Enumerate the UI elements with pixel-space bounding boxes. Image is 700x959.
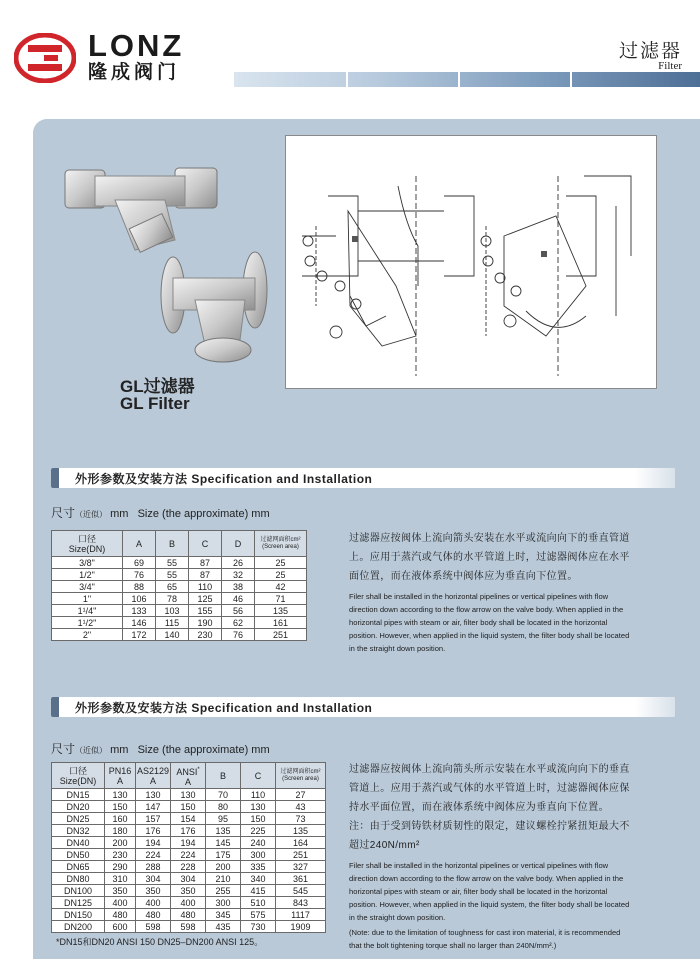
table-cell: 56: [222, 605, 255, 617]
table-cell: 510: [241, 897, 276, 909]
table-cell: 80: [206, 801, 241, 813]
section2-desc-cn: 过滤器应按阀体上流向箭头所示安装在水平或流向向下的垂直管道上。应用于蒸汽或气体的水平管道上时，过滤器阀体应保持水平面位置，而在液体系统中阀体应为垂直向下位置。: [349, 764, 630, 813]
table-row: [52, 921, 326, 933]
header-gradient-bar: [234, 72, 700, 87]
section2-title: 外形参数及安装方法 Specification and Installation: [75, 701, 373, 715]
table-cell: 154: [171, 813, 206, 825]
table-cell: 146: [123, 617, 156, 629]
table-cell: 251: [255, 629, 307, 641]
table-row: [52, 885, 326, 897]
table-cell: 155: [189, 605, 222, 617]
table-cell: 62: [222, 617, 255, 629]
table-cell: 240: [241, 837, 276, 849]
section1-header: [51, 468, 675, 488]
table-cell: 161: [255, 617, 307, 629]
table-cell: DN125: [52, 897, 105, 909]
table-cell: 290: [105, 861, 136, 873]
table-cell: 2": [52, 629, 123, 641]
table-cell: 224: [136, 849, 171, 861]
table-cell: DN50: [52, 849, 105, 861]
section2-size-label: 尺寸（近似） mm Size (the approximate) mm: [51, 742, 270, 756]
table-cell: 190: [189, 617, 222, 629]
table-cell: DN20: [52, 801, 105, 813]
table-cell: 255: [206, 885, 241, 897]
table-cell: 1117: [276, 909, 326, 921]
table-cell: 327: [276, 861, 326, 873]
table-cell: 32: [222, 569, 255, 581]
technical-drawing: [285, 135, 657, 389]
table-cell: 26: [222, 557, 255, 569]
table-cell: 598: [171, 921, 206, 933]
table-cell: DN15: [52, 789, 105, 801]
table-cell: 135: [206, 825, 241, 837]
section1-title: 外形参数及安装方法 Specification and Installation: [75, 472, 373, 486]
table-cell: 843: [276, 897, 326, 909]
table-row: [52, 789, 326, 801]
spec-table-1: 口径 Size(DN) A B C D 过滤网面积cm² (Screen area) 3/8" 69 55 87 26 25 1/2" 76 55 87 32 25 3/4" 88 65 110 38 42 1" 106 78 125 46 71 1¹/4" 133 103 155 56 135 1¹/2" 146 115 190 62 161 2" 172 140 230 76 251: [51, 530, 307, 641]
table-cell: 130: [105, 789, 136, 801]
table-cell: 130: [241, 801, 276, 813]
table-row: [52, 849, 326, 861]
table-cell: 88: [123, 581, 156, 593]
table-cell: 288: [136, 861, 171, 873]
table-row: [52, 593, 307, 605]
table-row: [52, 605, 307, 617]
table-cell: DN150: [52, 909, 105, 921]
table-cell: 1¹/2": [52, 617, 123, 629]
section1-description: [349, 529, 634, 655]
table-cell: 38: [222, 581, 255, 593]
section2-description: [349, 760, 634, 952]
table-cell: 150: [171, 801, 206, 813]
table-cell: 3/4": [52, 581, 123, 593]
table-cell: 545: [276, 885, 326, 897]
table-cell: 730: [241, 921, 276, 933]
table-cell: 73: [276, 813, 326, 825]
footnote: *DN15和DN20 ANSI 150 DN25–DN200 ANSI 125。: [56, 937, 264, 947]
table-cell: 87: [189, 569, 222, 581]
table-row: [52, 581, 307, 593]
table-cell: 46: [222, 593, 255, 605]
table-cell: 135: [276, 825, 326, 837]
table-cell: 147: [136, 801, 171, 813]
table-cell: 1/2": [52, 569, 123, 581]
table-cell: 194: [136, 837, 171, 849]
table-cell: 400: [136, 897, 171, 909]
section2-header: [51, 697, 675, 717]
table-cell: 25: [255, 569, 307, 581]
table-cell: 76: [222, 629, 255, 641]
product-name-cn: GL过滤器: [120, 377, 195, 396]
table-cell: DN25: [52, 813, 105, 825]
table-cell: 55: [156, 557, 189, 569]
table-row: [52, 837, 326, 849]
product-name-en: GL Filter: [120, 394, 190, 413]
table-cell: 103: [156, 605, 189, 617]
table-cell: 361: [276, 873, 326, 885]
table-cell: 95: [206, 813, 241, 825]
table-row: [52, 557, 307, 569]
table-cell: 76: [123, 569, 156, 581]
table-cell: 125: [189, 593, 222, 605]
lonz-logo-icon: [14, 33, 76, 83]
table-cell: 350: [171, 885, 206, 897]
table-cell: 224: [171, 849, 206, 861]
table-cell: DN32: [52, 825, 105, 837]
table-cell: 140: [156, 629, 189, 641]
section1-desc-en: Filer shall be installed in the horizontal pipelines or vertical pipelines with flow direction down according to the flow arrow on the valve body. When applied in the horizontal pipes with steam or air, filter body shall be located in the horizontal position. However, when applied in the liquid system, the filter body shall be located in the straight down position.: [349, 592, 630, 653]
table-cell: 164: [276, 837, 326, 849]
table-cell: 575: [241, 909, 276, 921]
table-row: [52, 813, 326, 825]
header-title-en: Filter: [658, 60, 682, 72]
table-cell: 230: [105, 849, 136, 861]
table-cell: 1¹/4": [52, 605, 123, 617]
table-cell: 145: [206, 837, 241, 849]
table-cell: 228: [171, 861, 206, 873]
table-cell: 130: [136, 789, 171, 801]
table-row: [52, 801, 326, 813]
table-cell: 400: [171, 897, 206, 909]
section2-note-cn: 注：由于受到铸铁材质韧性的限定，建议螺栓拧紧扭矩最大不超过240N/mm²: [349, 821, 630, 851]
table-cell: 133: [123, 605, 156, 617]
table-cell: 200: [206, 861, 241, 873]
brand-name-en: LONZ: [88, 28, 185, 63]
table-cell: 300: [241, 849, 276, 861]
table-cell: 130: [171, 789, 206, 801]
table-cell: 304: [136, 873, 171, 885]
table-cell: 172: [123, 629, 156, 641]
table-cell: 335: [241, 861, 276, 873]
filter-photo: [55, 150, 270, 365]
table-cell: 415: [241, 885, 276, 897]
table-row: [52, 861, 326, 873]
table-cell: 1": [52, 593, 123, 605]
table-cell: 157: [136, 813, 171, 825]
table-cell: 65: [156, 581, 189, 593]
table-cell: 350: [105, 885, 136, 897]
table-cell: 1909: [276, 921, 326, 933]
header-title-cn: 过滤器: [618, 41, 682, 62]
table-cell: 135: [255, 605, 307, 617]
table-cell: DN65: [52, 861, 105, 873]
table-cell: 194: [171, 837, 206, 849]
table-cell: 480: [171, 909, 206, 921]
table-cell: 310: [105, 873, 136, 885]
table-row: [52, 909, 326, 921]
table-cell: 176: [136, 825, 171, 837]
table-cell: 160: [105, 813, 136, 825]
table-cell: 110: [189, 581, 222, 593]
table-cell: 304: [171, 873, 206, 885]
table-cell: 43: [276, 801, 326, 813]
table-cell: 300: [206, 897, 241, 909]
section1-size-label: 尺寸（近似） mm Size (the approximate) mm: [51, 506, 270, 520]
table-cell: 400: [105, 897, 136, 909]
section2-note-en: (Note: due to the limitation of toughness for cast iron material, it is recommended that the bolt tightening torque shall no larger than 240N/mm².): [349, 928, 621, 950]
table-cell: 106: [123, 593, 156, 605]
table-cell: 55: [156, 569, 189, 581]
table-cell: 87: [189, 557, 222, 569]
table-row: [52, 629, 307, 641]
table-row: [52, 617, 307, 629]
table-cell: DN80: [52, 873, 105, 885]
table-cell: 251: [276, 849, 326, 861]
spec-table-2: 口径 Size(DN) PN16 A AS2129 A ANSI* A B C 过滤网面积cm² (Screen area) DN15 130 130 130 70 110 27 DN20 150 147 150 80 130 43 DN25 160 157 154 95 150 73 DN32 180 176 176 135 225 135 DN40 200 194 194 145 240 164 DN50 230 224 224 175 300 251 DN65 290 288 228 200 335 327 DN80 310 304 304 210 340 361 DN100 350 350 350 255 415 545 DN125 400 400 400 300 510 843 DN150 480 480 480 345 575 1117 DN200 600 598 598 435 730 1909: [51, 762, 326, 933]
table-cell: 175: [206, 849, 241, 861]
table-cell: DN40: [52, 837, 105, 849]
table-cell: 180: [105, 825, 136, 837]
table-cell: DN200: [52, 921, 105, 933]
table-cell: 598: [136, 921, 171, 933]
brand-name-cn: 隆成阀门: [88, 62, 181, 83]
table-cell: 69: [123, 557, 156, 569]
table-cell: 42: [255, 581, 307, 593]
table-row: [52, 873, 326, 885]
table-row: [52, 825, 326, 837]
table-cell: 480: [136, 909, 171, 921]
table-cell: 345: [206, 909, 241, 921]
table-cell: 176: [171, 825, 206, 837]
table-cell: 71: [255, 593, 307, 605]
section2-desc-en: Filer shall be installed in the horizontal pipelines or vertical pipelines with flow direction down according to the flow arrow on the valve body. When applied in the horizontal pipes with steam or air, filter body shall be located in the horizontal position. However, when applied in the liquid system, the filter body shall be located in the straight down position.: [349, 861, 630, 922]
table-cell: 435: [206, 921, 241, 933]
table-cell: 150: [105, 801, 136, 813]
table-cell: 110: [241, 789, 276, 801]
table-cell: 70: [206, 789, 241, 801]
table-cell: 600: [105, 921, 136, 933]
table-cell: 25: [255, 557, 307, 569]
table-cell: 340: [241, 873, 276, 885]
table-cell: 480: [105, 909, 136, 921]
table-cell: 350: [136, 885, 171, 897]
table-cell: 200: [105, 837, 136, 849]
table-cell: 78: [156, 593, 189, 605]
table-cell: 210: [206, 873, 241, 885]
table-row: [52, 569, 307, 581]
table-cell: 225: [241, 825, 276, 837]
table-cell: 3/8": [52, 557, 123, 569]
brand-block: [88, 30, 184, 84]
section1-desc-cn: 过滤器应按阀体上流向箭头安装在水平或流向向下的垂直管道上。应用于蒸汽或气体的水平管道上时，过滤器阀体应在水平面位置，而在液体系统中阀体应为垂直向下位置。: [349, 533, 630, 582]
table-cell: DN100: [52, 885, 105, 897]
table-row: [52, 897, 326, 909]
table-cell: 150: [241, 813, 276, 825]
table-cell: 115: [156, 617, 189, 629]
table-cell: 27: [276, 789, 326, 801]
table-cell: 230: [189, 629, 222, 641]
